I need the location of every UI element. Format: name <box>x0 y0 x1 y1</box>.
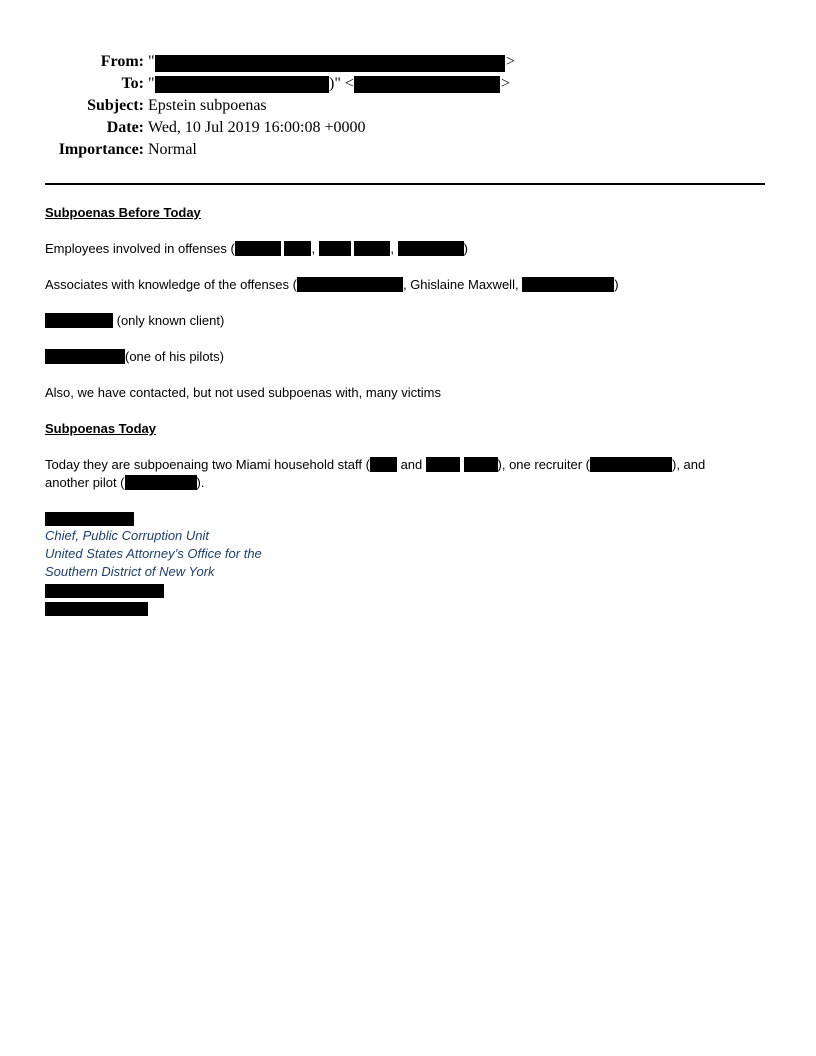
header-divider <box>45 183 765 185</box>
signature-office-2: Southern District of New York <box>45 564 215 579</box>
redaction-signature-phone <box>45 584 164 598</box>
signature-office-1: United States Attorney’s Office for the <box>45 546 262 561</box>
redaction <box>590 457 672 472</box>
redaction-signature-name <box>45 512 134 526</box>
redaction <box>522 277 614 292</box>
redaction <box>45 349 125 364</box>
heading-today: Subpoenas Today <box>45 421 156 436</box>
importance-value: Normal <box>148 141 197 158</box>
from-label: From: <box>100 53 144 70</box>
importance-label: Importance: <box>58 141 144 158</box>
employees-line: Employees involved in offenses ( , , ) <box>45 241 468 256</box>
to-mid: )" < <box>329 75 354 92</box>
redaction <box>284 241 311 256</box>
date-label: Date: <box>106 119 144 136</box>
signature-title: Chief, Public Corruption Unit <box>45 528 210 543</box>
redaction-signature-email <box>45 602 148 616</box>
header-date <box>0 119 816 141</box>
subject-value: Epstein subpoenas <box>148 97 267 114</box>
associates-line: Associates with knowledge of the offenses ( , Ghislaine Maxwell, ) <box>45 277 619 292</box>
header-importance <box>0 141 816 163</box>
redaction <box>370 457 397 472</box>
redaction <box>354 241 390 256</box>
redaction <box>297 277 403 292</box>
header-subject <box>0 97 816 119</box>
redaction <box>464 457 498 472</box>
from-end: > <box>506 53 516 70</box>
today-line-2: another pilot ( ). <box>45 475 205 490</box>
redaction <box>125 475 197 490</box>
heading-before-today: Subpoenas Before Today <box>45 205 201 220</box>
to-value: " <box>148 75 155 92</box>
client-line: (only known client) <box>45 312 224 330</box>
date-value: Wed, 10 Jul 2019 16:00:08 +0000 <box>148 119 366 136</box>
pilot-line: (one of his pilots) <box>45 348 224 366</box>
redaction <box>235 241 281 256</box>
to-end: > <box>501 75 511 92</box>
from-value: " <box>148 53 155 70</box>
subject-label: Subject: <box>87 97 144 114</box>
redaction <box>45 313 113 328</box>
victims-line: Also, we have contacted, but not used subpoenas with, many victims <box>45 385 441 400</box>
redaction <box>319 241 351 256</box>
today-line-1: Today they are subpoenaing two Miami household staff ( and ), one recruiter ( ), and <box>45 457 706 472</box>
redaction <box>426 457 460 472</box>
redaction <box>398 241 464 256</box>
to-label: To: <box>121 75 144 92</box>
